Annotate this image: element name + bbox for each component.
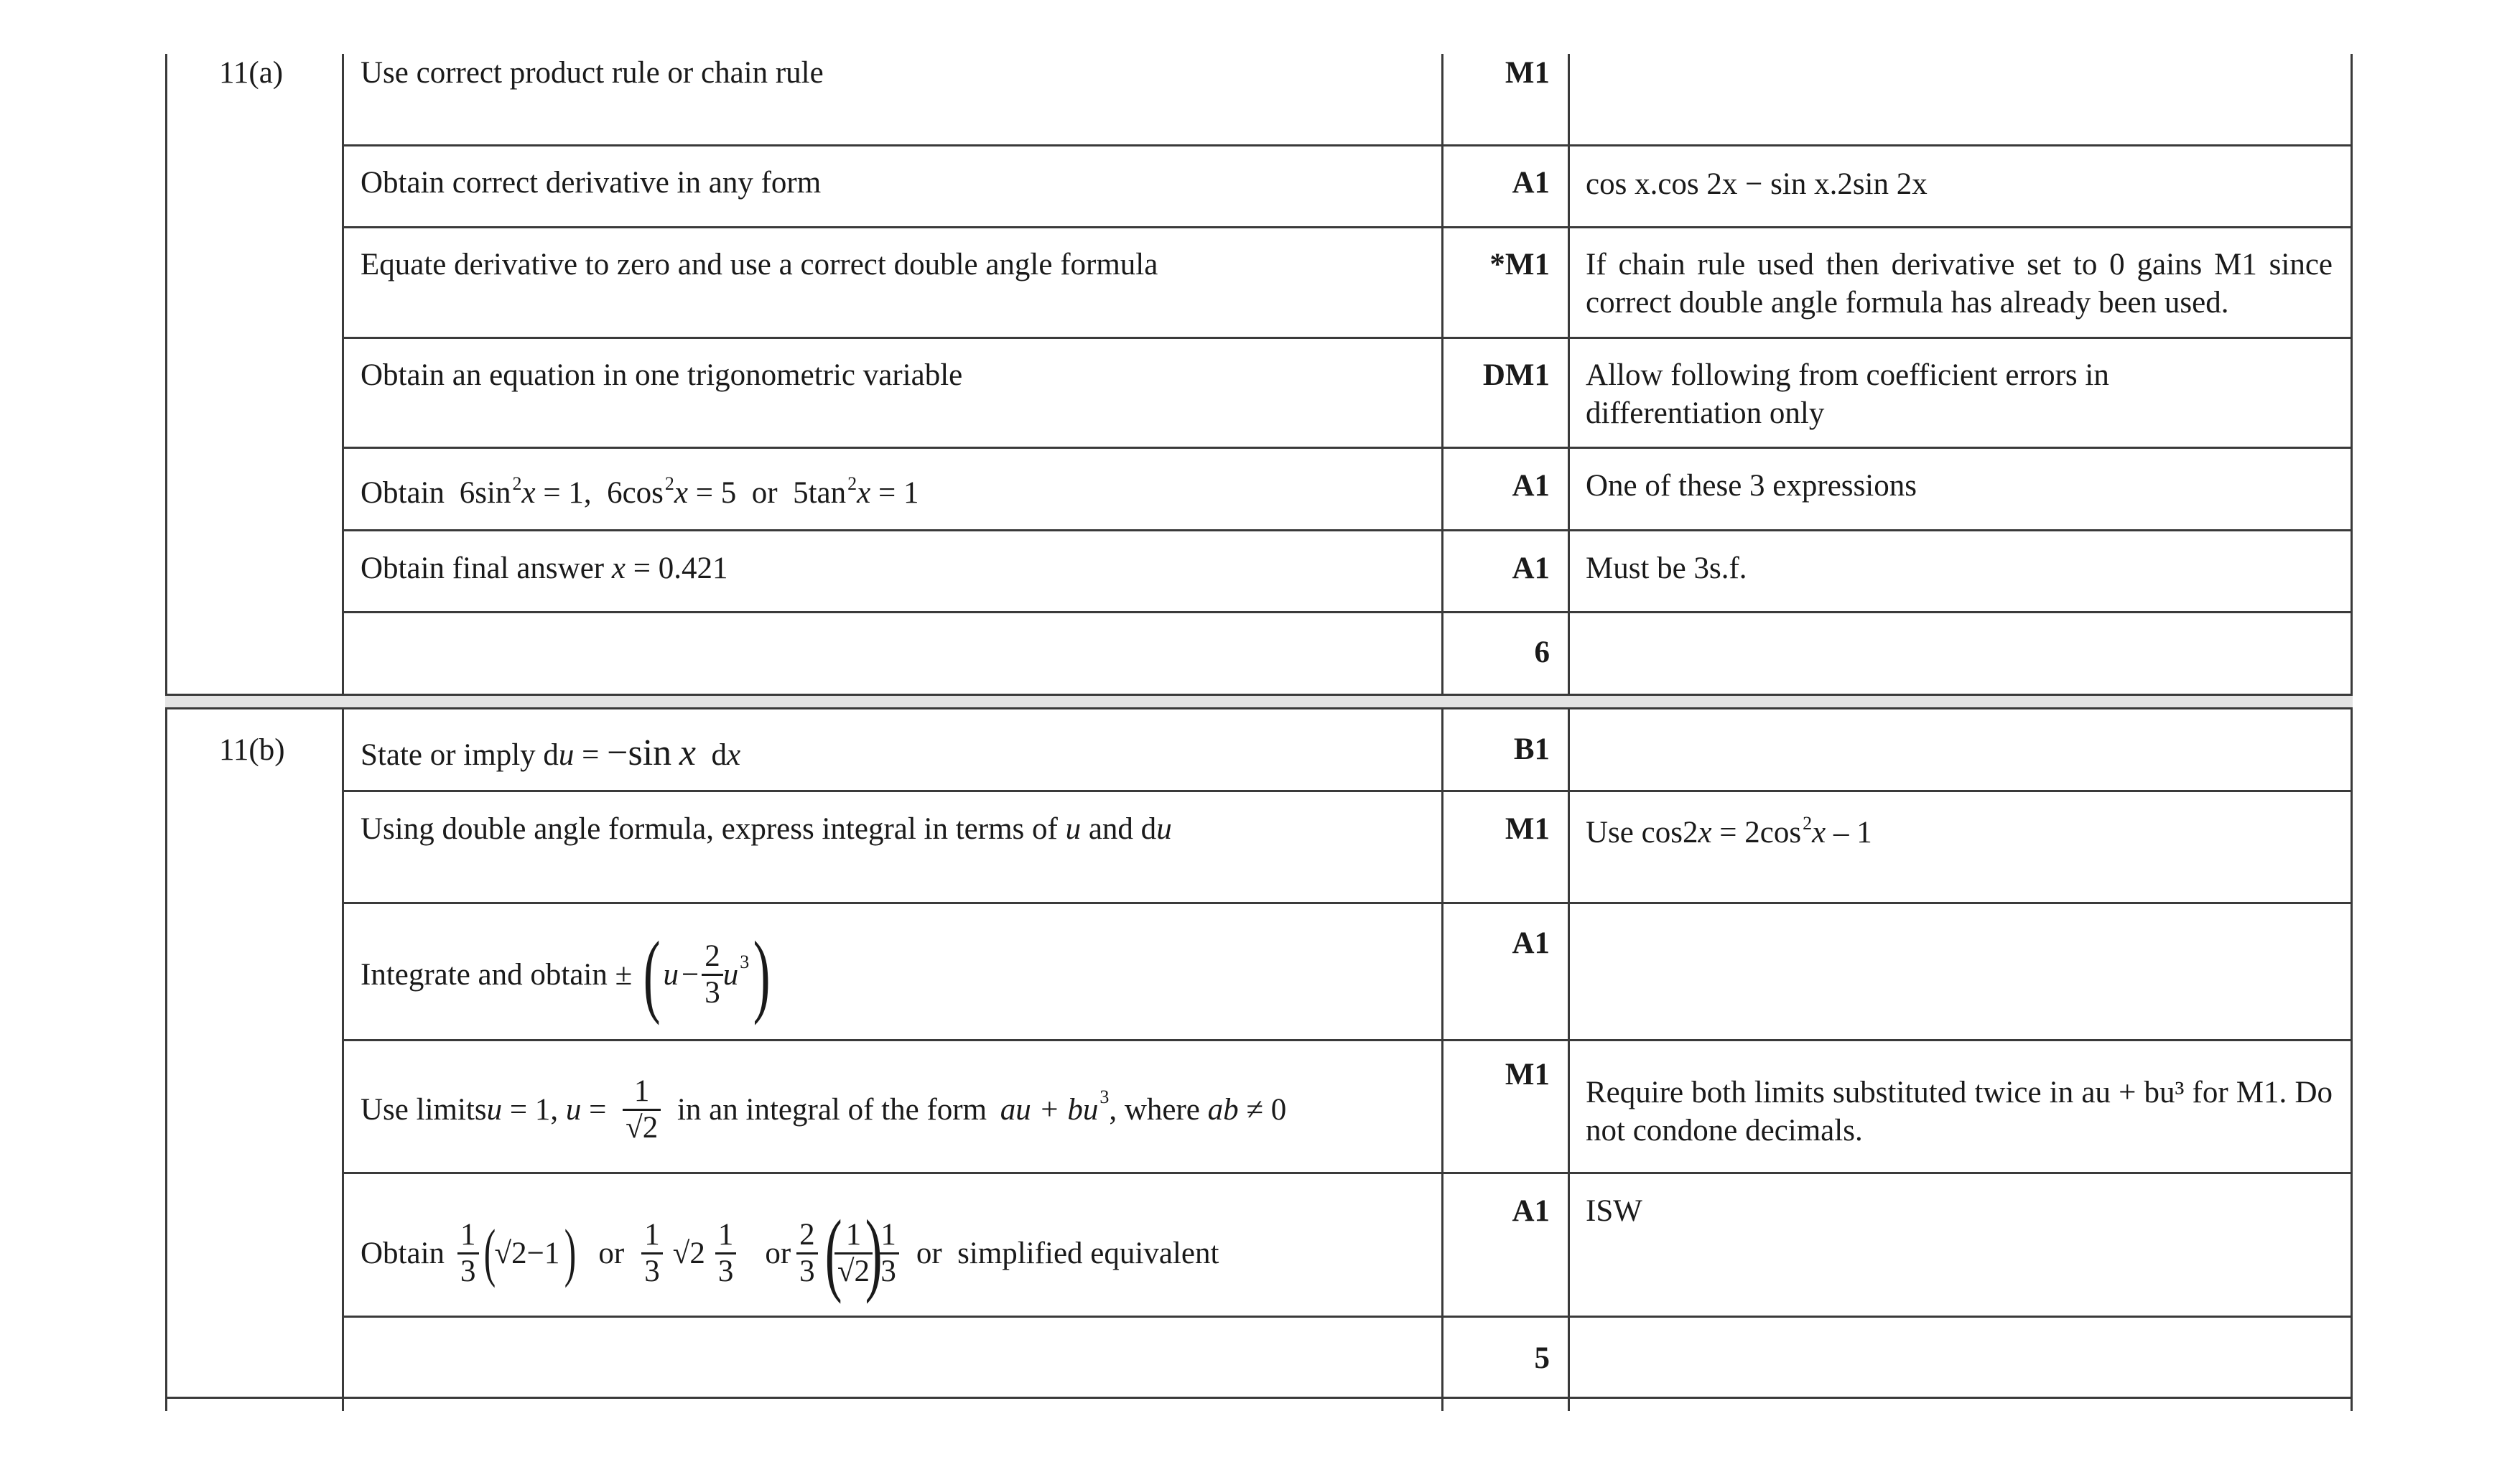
denominator: 3 (641, 1252, 663, 1288)
left-paren: ( (643, 923, 661, 1026)
criterion-prefix: Obtain (361, 476, 445, 510)
variable-u: u (1156, 812, 1172, 846)
right-paren: ) (865, 1201, 883, 1305)
mark-code: B1 (1513, 732, 1550, 766)
table-border-bottom (165, 1397, 2353, 1399)
mark-code: A1 (1512, 166, 1550, 200)
row-line (342, 611, 2353, 613)
denominator: 3 (878, 1252, 899, 1288)
numerator: 1 (717, 1218, 734, 1252)
row-line (342, 790, 2353, 792)
limit-eq: = (581, 1092, 615, 1127)
variable-x: x (679, 732, 697, 773)
column-divider-1 (342, 54, 344, 1411)
guidance-prefix: Use cos2 (1586, 816, 1698, 849)
criterion-text (361, 810, 1172, 848)
row-line (342, 902, 2353, 904)
question-number-11a: 11(a) (219, 56, 284, 90)
guidance-text: cos x.cos 2x − sin x.2sin 2x (1586, 167, 1928, 201)
row-line (342, 529, 2353, 531)
total-marks: 6 (1534, 636, 1550, 669)
denominator: 3 (457, 1252, 479, 1288)
mark-code: M1 (1505, 812, 1550, 846)
exponent: 3 (1099, 1086, 1110, 1107)
exponent: 2 (1803, 813, 1813, 834)
guidance-text: Must be 3s.f. (1586, 551, 1747, 585)
numerator: 2 (705, 939, 720, 974)
equals: = (574, 738, 608, 772)
criterion-mid: and d (1081, 812, 1157, 846)
numerator: 1 (880, 1218, 896, 1252)
fraction-two-thirds (796, 1218, 818, 1288)
mark-code: *M1 (1489, 248, 1550, 281)
mark-code: DM1 (1482, 358, 1550, 392)
question-number-11b: 11(b) (219, 733, 285, 767)
numerator: 1 (644, 1218, 660, 1252)
criterion-prefix: State or imply d (361, 738, 559, 772)
criterion-text: Equate derivative to zero and use a correct double angle formula (361, 248, 1158, 281)
left-paren: ( (483, 1217, 496, 1288)
mark-code: A1 (1512, 1194, 1550, 1228)
mark-code: A1 (1512, 551, 1550, 585)
criterion-text: Obtain an equation in one trigonometric variable (361, 358, 963, 392)
criterion-trig-equations: Obtain $6\sin^2x = 1$, $6\cos^2x = 5$ or $5\tan^2x = 1$ (361, 473, 919, 510)
or-word: or (751, 476, 778, 510)
mark-code: M1 (1505, 56, 1550, 90)
row-line (342, 1039, 2353, 1041)
variable-ab: ab (1207, 1092, 1239, 1127)
guidance-text: ISW (1586, 1194, 1642, 1228)
guidance-text: One of these 3 expressions (1586, 469, 1917, 503)
criterion-prefix: Integrate and obtain ± (361, 957, 633, 992)
where-word: , where (1109, 1092, 1208, 1127)
criterion-text: Use correct product rule or chain rule (361, 56, 824, 90)
table-border-left (165, 54, 167, 1411)
variable-u: u (1065, 812, 1082, 846)
exponent: 3 (740, 951, 750, 972)
guidance-text: If chain rule used then derivative set to 0 gains M1 since correct double angle formula has already been used. (1586, 248, 2333, 320)
row-line (342, 447, 2353, 449)
variable-u: u (565, 1092, 582, 1127)
condition: ≠ 0 (1238, 1092, 1287, 1127)
or-word: or (598, 1236, 625, 1270)
variable-u: u (722, 957, 739, 992)
numerator: 1 (633, 1074, 650, 1109)
criterion-prefix: Obtain (361, 1236, 445, 1270)
guidance-suffix: – 1 (1826, 816, 1872, 849)
mark-code: A1 (1512, 926, 1550, 960)
criterion-limits (361, 1056, 1286, 1163)
criterion-text: Obtain final answer x = 0.421 (361, 551, 728, 585)
guidance-double-angle (1586, 814, 1872, 855)
mark-code: M1 (1505, 1058, 1550, 1091)
section-separator-top (165, 694, 2353, 696)
variable-x: x (1698, 816, 1712, 849)
denominator: √2 (834, 1252, 873, 1288)
criterion-du: State or imply du = −sin x dx (361, 732, 741, 773)
guidance-mid: = 2cos (1711, 816, 1802, 849)
numerator: 2 (799, 1218, 815, 1252)
fraction-one-third (715, 1218, 737, 1288)
numerator: 1 (460, 1218, 476, 1252)
or-word: or (765, 1236, 791, 1270)
section-separator-bottom (165, 707, 2353, 709)
fraction-one-over-root2 (623, 1074, 661, 1145)
fraction-two-thirds (702, 939, 723, 1010)
row-line (342, 144, 2353, 146)
criterion-prefix: Using double angle formula, express integral in terms of (361, 812, 1066, 846)
guidance-text: Allow following from coefficient errors in differentiation only (1586, 358, 2109, 430)
exponent: 2 (847, 473, 857, 494)
or-simplified-equivalent: or simplified equivalent (916, 1236, 1219, 1270)
criterion-text: Obtain correct derivative in any form (361, 166, 822, 200)
criterion-obtain-result (361, 1196, 1219, 1311)
row-line (342, 226, 2353, 228)
total-marks: 5 (1534, 1341, 1550, 1375)
column-divider-3 (1568, 54, 1570, 1411)
guidance-text: Require both limits substituted twice in au + bu³ for M1. Do not condone decimals. (1586, 1076, 2333, 1148)
right-paren: ) (564, 1217, 577, 1288)
minus-sin: −sin (607, 732, 672, 773)
minus-sign: − (682, 957, 699, 992)
fraction-one-third (641, 1218, 663, 1288)
exponent: 2 (664, 473, 674, 494)
variable-u: u (486, 1092, 503, 1127)
right-paren: ) (753, 923, 771, 1026)
table-border-right (2351, 54, 2353, 1411)
criterion-integral (361, 921, 778, 1028)
denominator: √2 (623, 1109, 661, 1145)
criterion-mid: in an integral of the form (669, 1092, 995, 1127)
sqrt-two: √2 (494, 1236, 527, 1270)
integral-form: au + bu (1000, 1092, 1099, 1127)
variable-u: u (558, 738, 575, 772)
denominator: 3 (796, 1252, 818, 1288)
row-line (342, 1316, 2353, 1318)
variable-u: u (663, 957, 679, 992)
denominator: 3 (715, 1252, 737, 1288)
limit-eq: = 1, (502, 1092, 566, 1127)
mark-code: A1 (1512, 469, 1550, 503)
row-line (342, 1172, 2353, 1174)
fraction-one-third (457, 1218, 479, 1288)
criterion-prefix: Use limits (361, 1092, 487, 1127)
sqrt-two: √2 (672, 1236, 705, 1270)
exponent: 2 (512, 473, 522, 494)
left-paren: ( (824, 1201, 842, 1305)
minus-one: −1 (526, 1236, 560, 1270)
variable-x: x (1812, 816, 1826, 849)
numerator: 1 (845, 1218, 862, 1252)
denominator: 3 (702, 974, 723, 1010)
row-line (342, 337, 2353, 339)
